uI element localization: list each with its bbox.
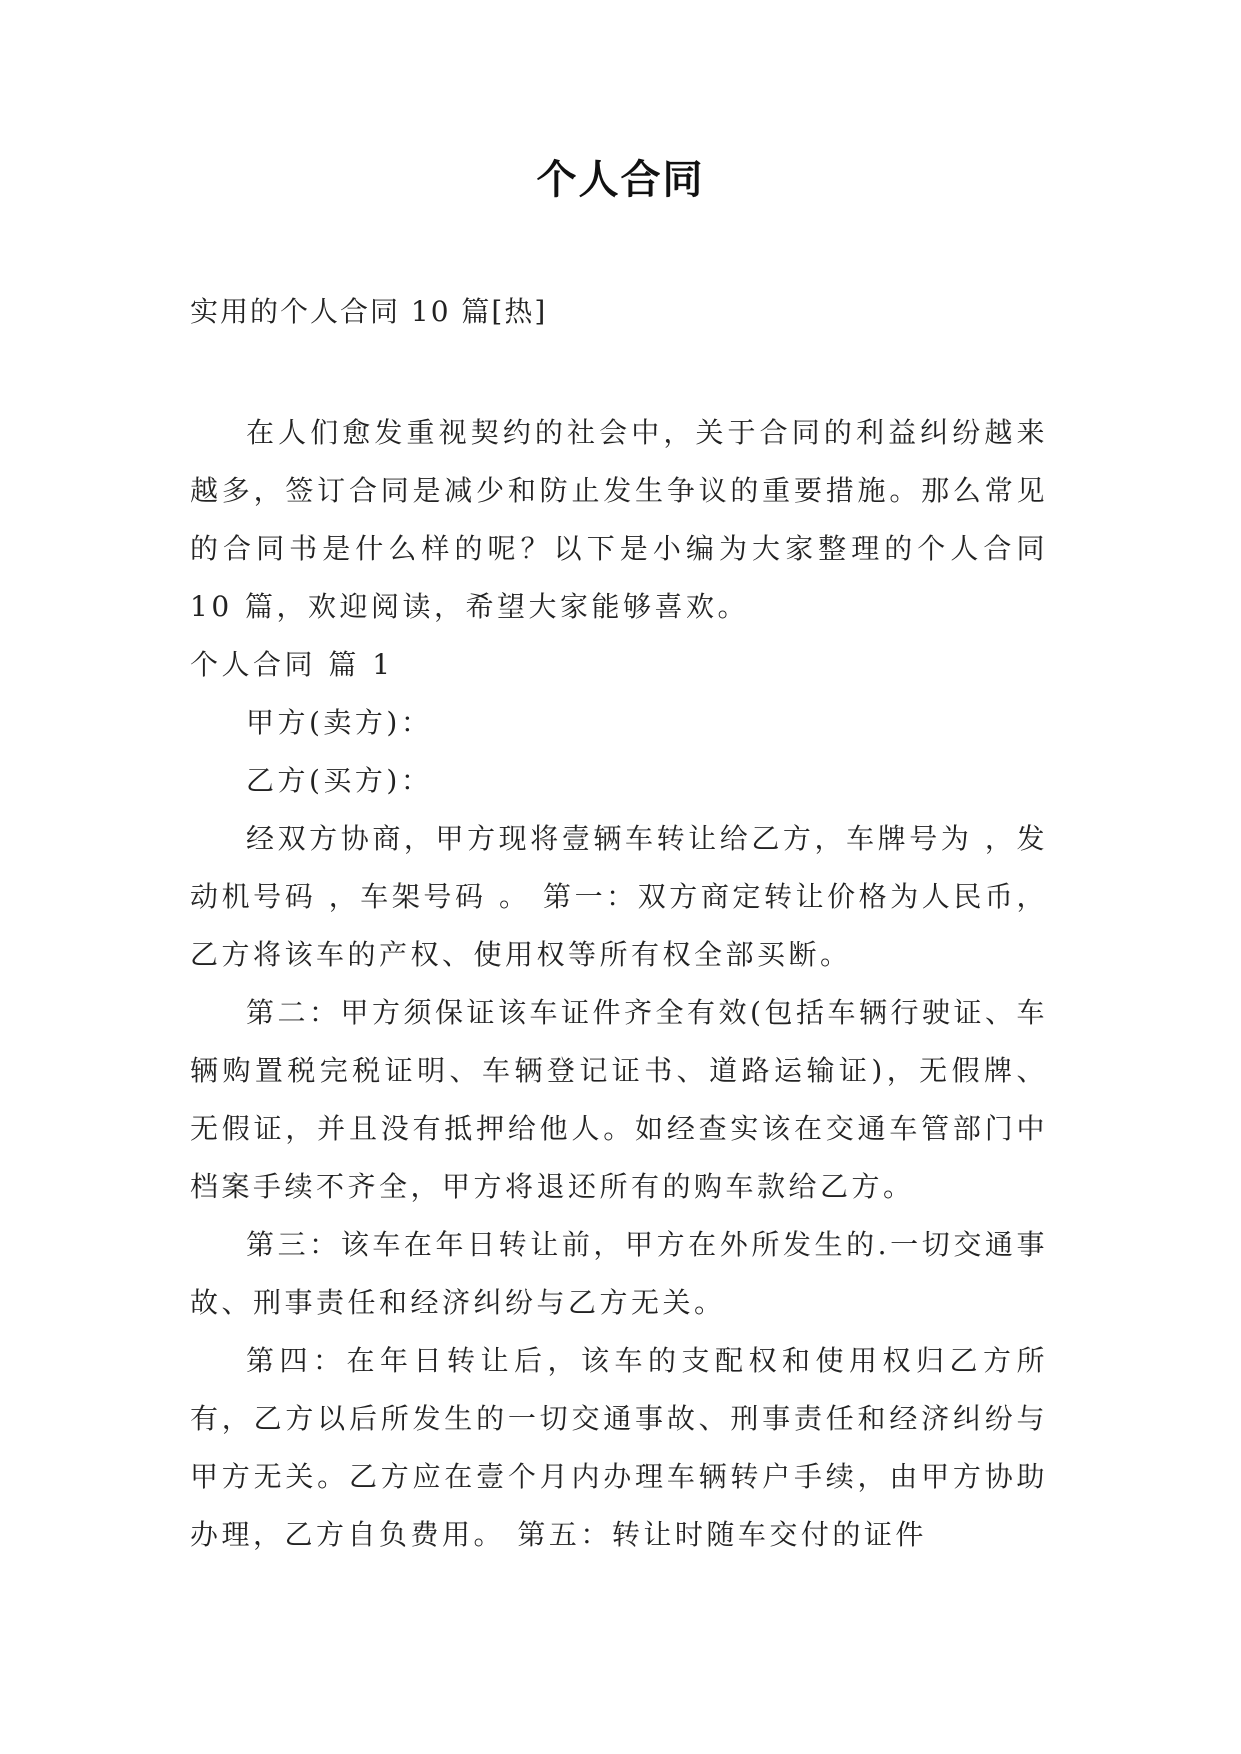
paragraph-party-a: 甲方(卖方)：	[246, 706, 433, 739]
paragraph-clause-2: 第二：甲方须保证该车证件齐全有效(包括车辆行驶证、车辆购置税完税证明、车辆登记证书、道路运输证)，无假牌、无假证，并且没有抵押给他人。如经查实该在交通车管部门中档案手续不齐全，甲方将退还所有的购车款给乙方。	[190, 996, 1048, 1203]
document-subtitle: 实用的个人合同 10 篇[热]	[190, 295, 548, 328]
section-heading: 个人合同 篇 1	[190, 648, 394, 681]
document-body	[190, 404, 1048, 1564]
paragraph-party-b: 乙方(买方)：	[246, 764, 433, 797]
paragraph-clause-4: 第四：在年日转让后，该车的支配权和使用权归乙方所有，乙方以后所发生的一切交通事故、刑事责任和经济纠纷与甲方无关。乙方应在壹个月内办理车辆转户手续，由甲方协助办理，乙方自负费用。 第五：转让时随车交付的证件	[190, 1344, 1048, 1551]
paragraph-clause-1: 经双方协商，甲方现将壹辆车转让给乙方，车牌号为 ，发动机号码 ，车架号码 。 第一：双方商定转让价格为人民币，乙方将该车的产权、使用权等所有权全部买断。	[190, 822, 1048, 971]
paragraph-clause-3: 第三：该车在年日转让前，甲方在外所发生的.一切交通事故、刑事责任和经济纠纷与乙方无关。	[190, 1228, 1048, 1319]
document-title: 个人合同	[536, 157, 705, 203]
paragraph-intro: 在人们愈发重视契约的社会中，关于合同的利益纠纷越来越多，签订合同是减少和防止发生争议的重要措施。那么常见的合同书是什么样的呢？以下是小编为大家整理的个人合同 10 篇，欢迎阅读，希望大家能够喜欢。	[190, 416, 1048, 623]
